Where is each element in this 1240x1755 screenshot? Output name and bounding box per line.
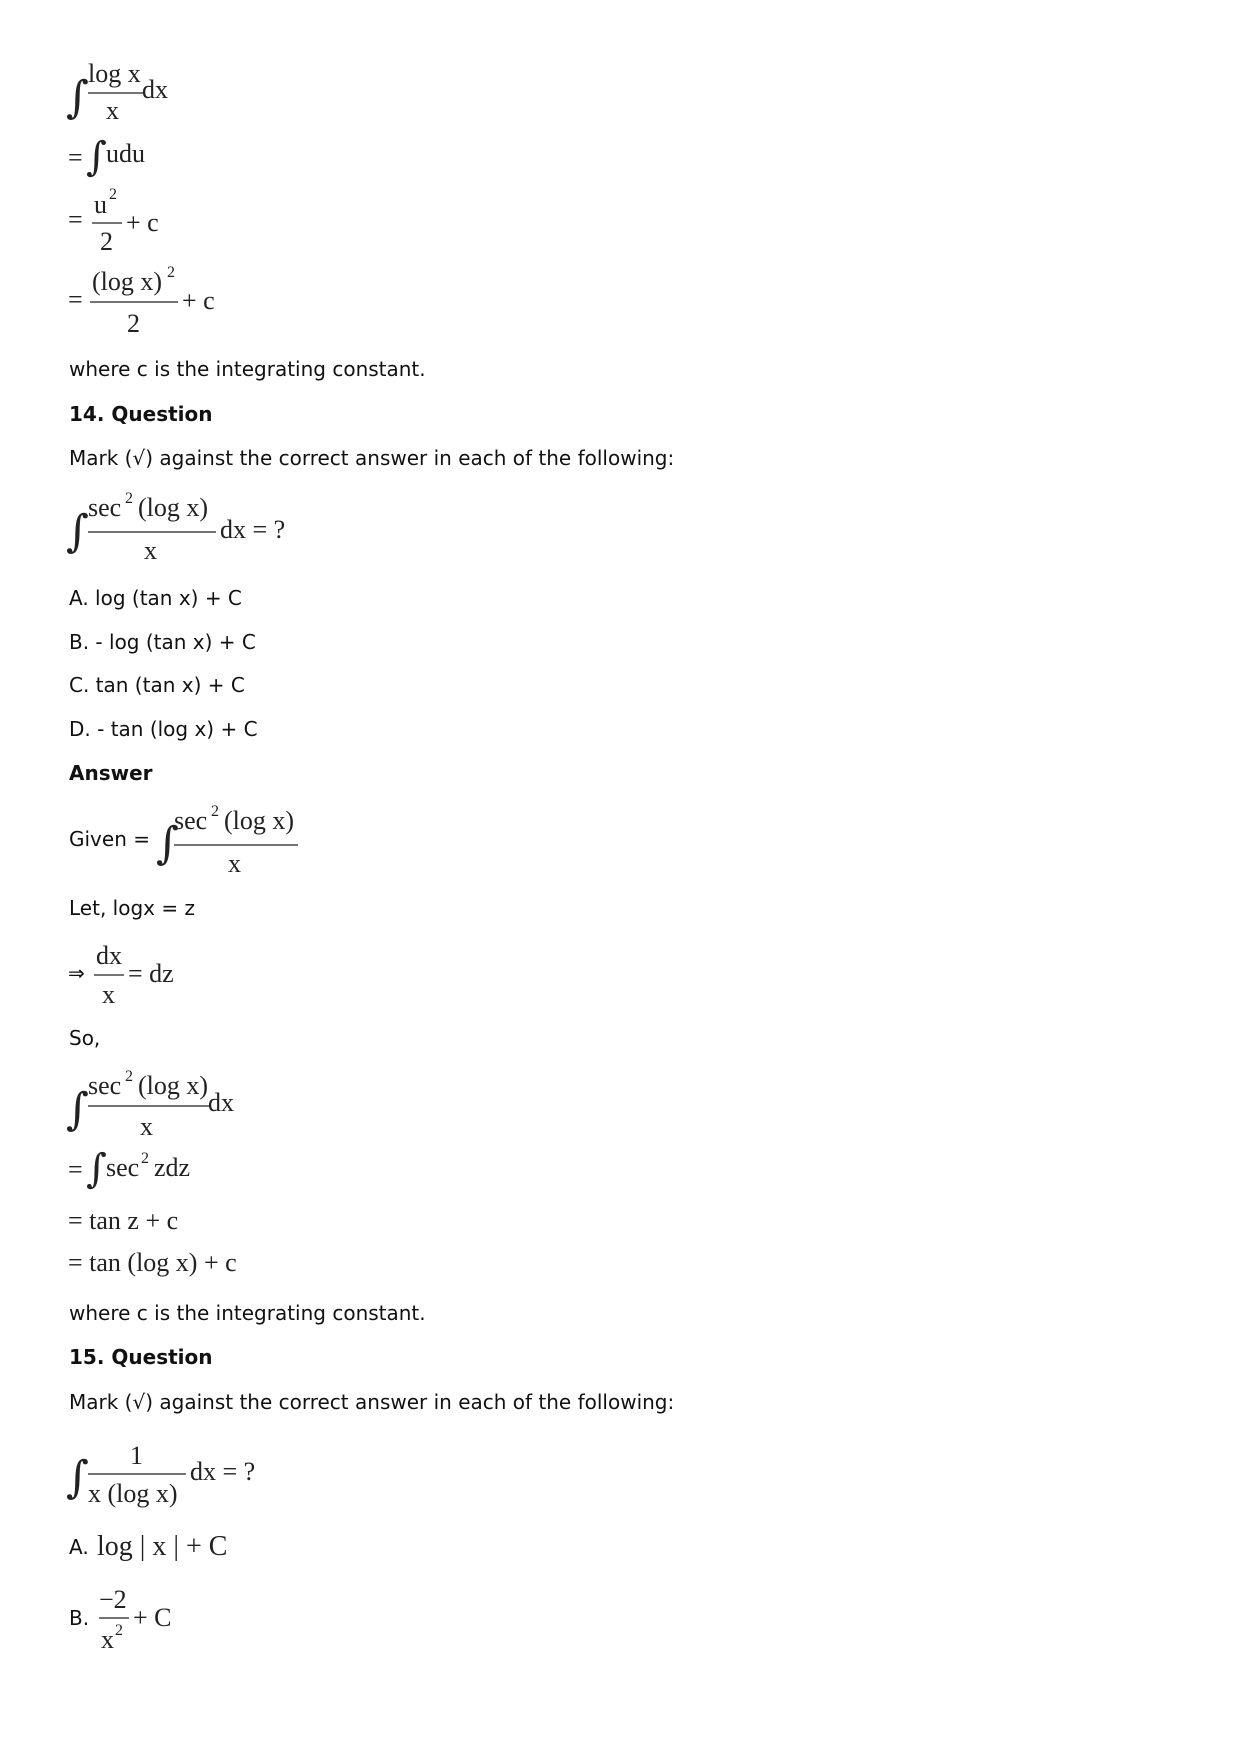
integral-sign-icon: ∫ [86,134,107,180]
numerator-argument: (log x) [138,1071,209,1100]
numerator-sec: sec [88,493,122,522]
numerator-argument: (log x) [138,493,209,522]
substitution-line: Let, logx = z [69,896,195,920]
formula-integral-udu [66,134,186,189]
expression-tail: dx = ? [220,515,286,544]
integrand-sec: sec [106,1153,140,1182]
question-14-expression [66,490,306,571]
integral-sign-icon: ∫ [156,818,179,869]
solution-step-3: = tan z + c [68,1206,179,1235]
constant-term: + c [126,208,159,237]
implies-arrow-icon: ⇒ [68,961,85,985]
fraction-denominator: x [140,1112,153,1141]
differential-substitution [66,938,206,1015]
formula-u-squared-over-two [66,188,196,265]
solution-step-2 [66,1146,236,1199]
integral-sign-icon: ∫ [66,1084,89,1135]
exponent: 2 [211,803,219,820]
q15-option-a-label[interactable]: A. [69,1535,89,1559]
option-a[interactable]: A. log (tan x) + C [69,586,242,610]
integrating-constant-note: where c is the integrating constant. [69,357,426,381]
option-c[interactable]: C. tan (tan x) + C [69,673,245,697]
equals-sign: = [68,285,83,314]
expression-tail: = dz [128,959,174,988]
question-15-heading: 15. Question [69,1345,213,1369]
answer-heading: Answer [69,761,153,785]
fraction-denominator: 2 [100,227,113,256]
fraction-denominator: x [101,1625,114,1654]
constant-term: + C [133,1603,172,1632]
formula-integral-logx-over-x [66,58,206,133]
exponent: 2 [125,1068,133,1085]
exponent: 2 [109,186,117,203]
equals-sign: = [68,143,83,172]
option-b[interactable]: B. - log (tan x) + C [69,630,256,654]
fraction-numerator: dx [96,941,122,970]
given-expression [156,800,316,885]
fraction-numerator: 1 [130,1441,143,1470]
question-14-heading: 14. Question [69,402,213,426]
q15-option-b-label[interactable]: B. [69,1606,90,1630]
formula-logx-squared-over-two [66,264,236,345]
numerator-argument: (log x) [224,806,295,835]
question-15-instruction: Mark (√) against the correct answer in each of the following: [69,1390,675,1414]
fraction-numerator: log x [88,59,141,88]
fraction-denominator: x [144,536,157,565]
question-14-instruction: Mark (√) against the correct answer in each of the following: [69,446,675,470]
fraction-numerator: (log x) [92,267,163,296]
exponent: 2 [141,1150,149,1167]
fraction-denominator: x (log x) [88,1479,178,1508]
expression-tail: dx = ? [190,1457,256,1486]
q15-option-a-expression[interactable]: log | x | + C [97,1531,228,1562]
exponent: 2 [125,490,133,507]
so-label: So, [69,1026,101,1050]
differential: dx [208,1088,234,1117]
differential: dx [142,75,168,104]
fraction-denominator: 2 [127,309,140,338]
solution-step-1 [66,1068,256,1149]
exponent: 2 [167,264,175,281]
solution-step-4: = tan (log x) + c [68,1248,237,1277]
fraction-numerator: −2 [99,1585,127,1614]
fraction-denominator: x [106,96,119,125]
question-15-expression [66,1436,286,1521]
q15-option-b-expression[interactable] [97,1580,207,1665]
integrating-constant-note-14: where c is the integrating constant. [69,1301,426,1325]
numerator-sec: sec [174,806,208,835]
given-label: Given = [69,827,150,851]
integral-sign-icon: ∫ [66,506,89,557]
integral-sign-icon: ∫ [66,72,89,123]
integrand-tail: zdz [154,1153,191,1182]
integrand: udu [106,139,145,168]
integral-sign-icon: ∫ [66,1452,89,1503]
fraction-denominator: x [102,980,115,1009]
exponent: 2 [115,1622,123,1639]
constant-term: + c [182,286,215,315]
numerator-sec: sec [88,1071,122,1100]
option-d[interactable]: D. - tan (log x) + C [69,717,258,741]
integral-sign-icon: ∫ [86,1146,107,1192]
fraction-denominator: x [228,849,241,878]
equals-sign: = [68,205,83,234]
fraction-numerator: u [94,190,107,219]
equals-sign: = [68,1155,83,1184]
